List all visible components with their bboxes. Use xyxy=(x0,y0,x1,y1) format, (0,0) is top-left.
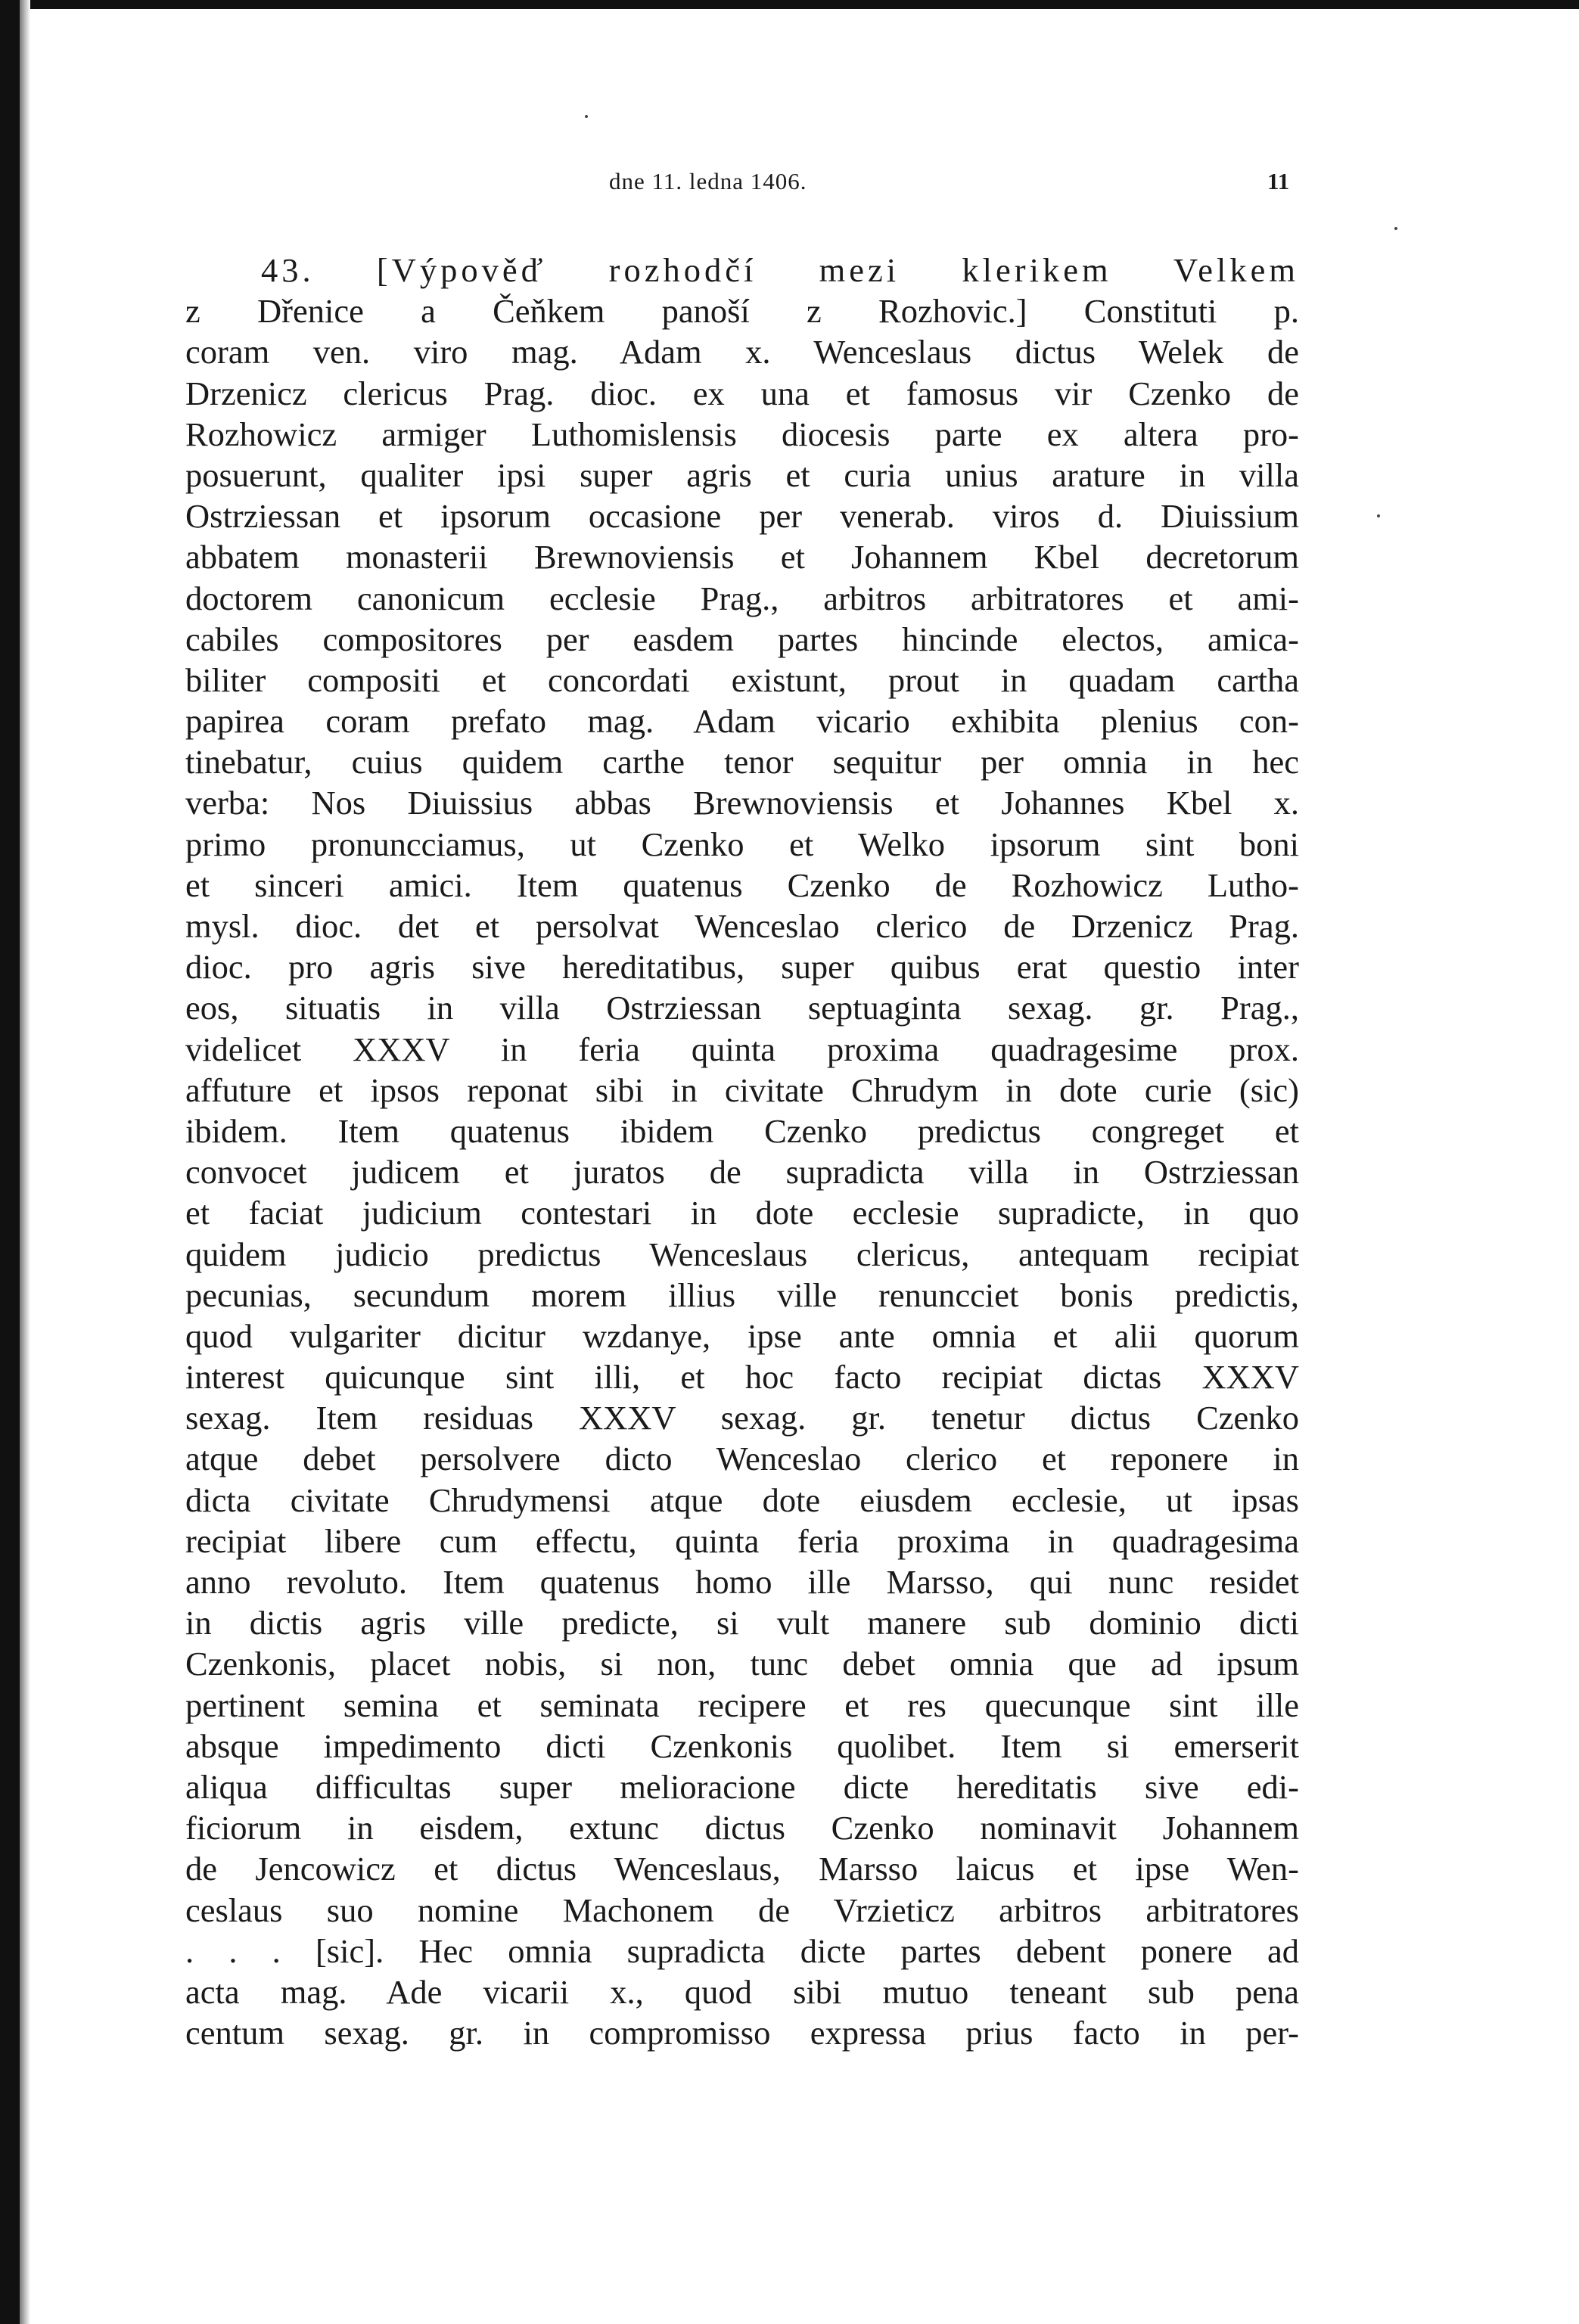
text-line: posuerunt, qualiter ipsi super agris et curia unius arature in villa xyxy=(185,455,1299,494)
text-line: coram ven. viro mag. Adam x. Wenceslaus dictus Welek de xyxy=(185,333,1299,371)
text-line: dicta civitate Chrudymensi atque dote eiusdem ecclesie, ut ipsas xyxy=(185,1480,1299,1519)
text-line: convocet judicem et juratos de supradicta villa in Ostrziessan xyxy=(185,1153,1299,1192)
text-line: de Jencowicz et dictus Wenceslaus, Marsso laicus et ipse Wen- xyxy=(185,1850,1299,1888)
running-title: dne 11. ledna 1406. xyxy=(609,168,807,194)
scan-speck xyxy=(585,115,588,118)
text-line: verba: Nos Diuissius abbas Brewnoviensis et Johannes Kbel x. xyxy=(185,784,1299,822)
text-line: sexag. Item residuas XXXV sexag. gr. tenetur dictus Czenko xyxy=(185,1399,1299,1437)
text-line: centum sexag. gr. in compromisso expressa prius facto in per- xyxy=(185,2014,1299,2052)
document-body xyxy=(185,250,1299,2053)
text-line: atque debet persolvere dicto Wenceslao clerico et reponere in xyxy=(185,1440,1299,1478)
text-line: recipiat libere cum effectu, quinta feria proxima in quadragesima xyxy=(185,1521,1299,1560)
text-line: ceslaus suo nomine Machonem de Vrzieticz arbitros arbitratores xyxy=(185,1891,1299,1929)
text-line: cabiles compositores per easdem partes hincinde electos, amica- xyxy=(185,620,1299,658)
text-line: ibidem. Item quatenus ibidem Czenko predictus congreget et xyxy=(185,1111,1299,1150)
text-line: videlicet XXXV in feria quinta proxima quadragesime prox. xyxy=(185,1030,1299,1068)
text-line: tinebatur, cuius quidem carthe tenor sequitur per omnia in hec xyxy=(185,743,1299,781)
scan-shadow-left xyxy=(20,0,30,2324)
scan-border-left xyxy=(0,0,20,2324)
text-line: et sinceri amici. Item quatenus Czenko de Rozhowicz Lutho- xyxy=(185,865,1299,904)
text-line: primo pronuncciamus, ut Czenko et Welko ipsorum sint boni xyxy=(185,825,1299,863)
page-header xyxy=(0,168,1579,206)
scan-speck xyxy=(1377,514,1380,517)
text-line: aliqua difficultas super melioracione dicte hereditatis sive edi- xyxy=(185,1767,1299,1806)
text-line: acta mag. Ade vicarii x., quod sibi mutuo teneant sub pena xyxy=(185,1972,1299,2011)
text-line: . . . [sic]. Hec omnia supradicta dicte partes debent ponere ad xyxy=(185,1931,1299,1970)
text-line: Ostrziessan et ipsorum occasione per venerab. viros d. Diuissium xyxy=(185,497,1299,536)
text-line: in dictis agris ville predicte, si vult manere sub dominio dicti xyxy=(185,1604,1299,1642)
scan-speck xyxy=(1394,227,1397,230)
text-line: mysl. dioc. det et persolvat Wenceslao clerico de Drzenicz Prag. xyxy=(185,907,1299,945)
text-line: quod vulgariter dicitur wzdanye, ipse ante omnia et alii quorum xyxy=(185,1316,1299,1355)
text-line: papirea coram prefato mag. Adam vicario exhibita plenius con- xyxy=(185,702,1299,741)
text-line: et faciat judicium contestari in dote ecclesie supradicte, in quo xyxy=(185,1194,1299,1232)
text-line: quidem judicio predictus Wenceslaus clericus, antequam recipiat xyxy=(185,1235,1299,1273)
scan-border-top xyxy=(0,0,1579,9)
text-line: Drzenicz clericus Prag. dioc. ex una et famosus vir Czenko de xyxy=(185,374,1299,412)
text-line: pecunias, secundum morem illius ville renuncciet bonis predictis, xyxy=(185,1275,1299,1314)
text-line: affuture et ipsos reponat sibi in civitate Chrudym in dote curie (sic) xyxy=(185,1070,1299,1109)
text-line: abbatem monasterii Brewnoviensis et Johannem Kbel decretorum xyxy=(185,538,1299,576)
text-line: interest quicunque sint illi, et hoc facto recipiat dictas XXXV xyxy=(185,1358,1299,1397)
text-line: biliter compositi et concordati existunt, prout in quadam cartha xyxy=(185,660,1299,699)
text-line: Czenkonis, placet nobis, si non, tunc debet omnia que ad ipsum xyxy=(185,1645,1299,1683)
text-line: ficiorum in eisdem, extunc dictus Czenko nominavit Johannem xyxy=(185,1809,1299,1847)
text-line: pertinent semina et seminata recipere et res quecunque sint ille xyxy=(185,1686,1299,1724)
text-line: dioc. pro agris sive hereditatibus, super quibus erat questio inter xyxy=(185,948,1299,986)
text-line: absque impedimento dicti Czenkonis quolibet. Item si emerserit xyxy=(185,1726,1299,1765)
text-line: doctorem canonicum ecclesie Prag., arbitros arbitratores et ami- xyxy=(185,579,1299,617)
text-line: Rozhowicz armiger Luthomislensis diocesis parte ex altera pro- xyxy=(185,415,1299,453)
page-number: 11 xyxy=(1267,168,1290,194)
text-line: z Dřenice a Čeňkem panoší z Rozhovic.] Constituti p. xyxy=(185,292,1299,331)
text-line: eos, situatis in villa Ostrziessan septuaginta sexag. gr. Prag., xyxy=(185,989,1299,1027)
text-line: anno revoluto. Item quatenus homo ille Marsso, qui nunc residet xyxy=(185,1563,1299,1601)
text-line: 43. [Výpověď rozhodčí mezi klerikem Velkem xyxy=(261,251,1299,289)
